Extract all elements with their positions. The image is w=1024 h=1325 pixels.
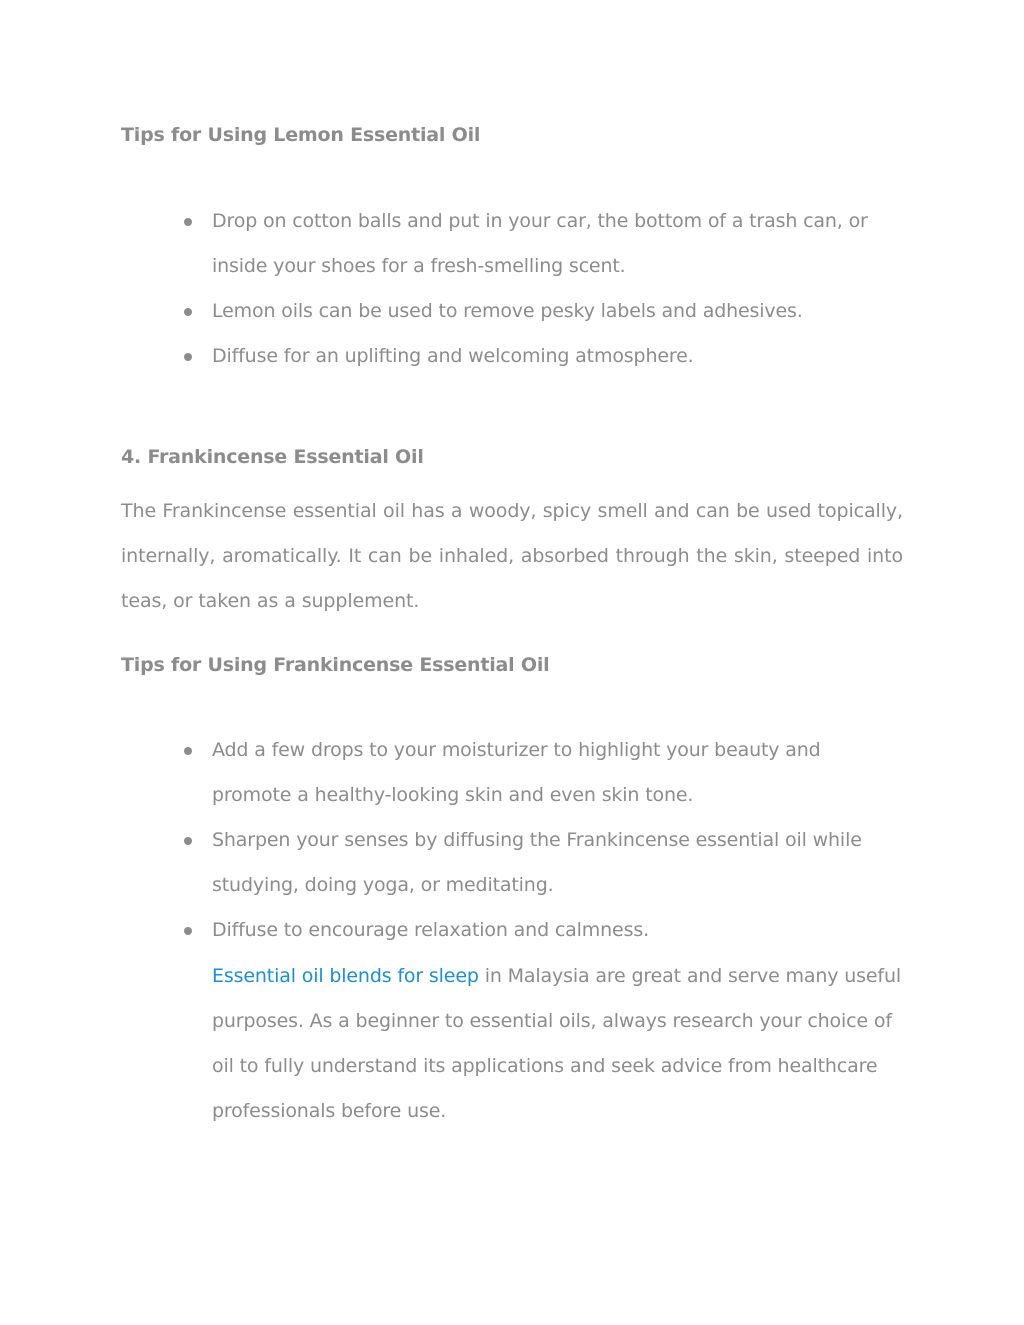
frankincense-tips-list bbox=[184, 728, 904, 953]
bullet-icon bbox=[184, 747, 192, 755]
frankincense-description: The Frankincense essential oil has a woody, spicy smell and can be used topically, internally, aromatically. It can be inhaled, absorbed through the skin, steeped into teas, or taken as a supplement. bbox=[121, 500, 903, 612]
bullet-icon bbox=[184, 308, 192, 316]
list-item bbox=[184, 728, 904, 818]
sleep-blends-link[interactable]: Essential oil blends for sleep bbox=[212, 965, 479, 987]
list-item-text: Sharpen your senses by diffusing the Frankincense essential oil while studying, doing yoga, or meditating. bbox=[212, 829, 862, 896]
closing-text: in Malaysia are great and serve many useful purposes. As a beginner to essential oils, always research your choice of oil to fully understand its applications and seek advice from healthcare professionals before use. bbox=[212, 965, 901, 1122]
list-item bbox=[184, 334, 904, 379]
list-item bbox=[184, 289, 904, 334]
bullet-icon bbox=[184, 218, 192, 226]
frankincense-tips-heading: Tips for Using Frankincense Essential Oil bbox=[121, 654, 550, 676]
list-item-text: Diffuse to encourage relaxation and calmness. bbox=[212, 919, 649, 941]
closing-paragraph bbox=[212, 954, 904, 1134]
bullet-icon bbox=[184, 353, 192, 361]
list-item bbox=[184, 818, 904, 908]
lemon-tips-heading: Tips for Using Lemon Essential Oil bbox=[121, 124, 481, 146]
list-item-text: Add a few drops to your moisturizer to highlight your beauty and promote a healthy-looking skin and even skin tone. bbox=[212, 739, 821, 806]
list-item-text: Lemon oils can be used to remove pesky labels and adhesives. bbox=[212, 300, 803, 322]
bullet-icon bbox=[184, 837, 192, 845]
list-item bbox=[184, 199, 904, 289]
lemon-tips-list bbox=[184, 199, 904, 379]
list-item-text: Diffuse for an uplifting and welcoming atmosphere. bbox=[212, 345, 694, 367]
bullet-icon bbox=[184, 927, 192, 935]
list-item-text: Drop on cotton balls and put in your car, the bottom of a trash can, or inside your shoes for a fresh-smelling scent. bbox=[212, 210, 868, 277]
frankincense-heading: 4. Frankincense Essential Oil bbox=[121, 446, 424, 468]
list-item bbox=[184, 908, 904, 953]
